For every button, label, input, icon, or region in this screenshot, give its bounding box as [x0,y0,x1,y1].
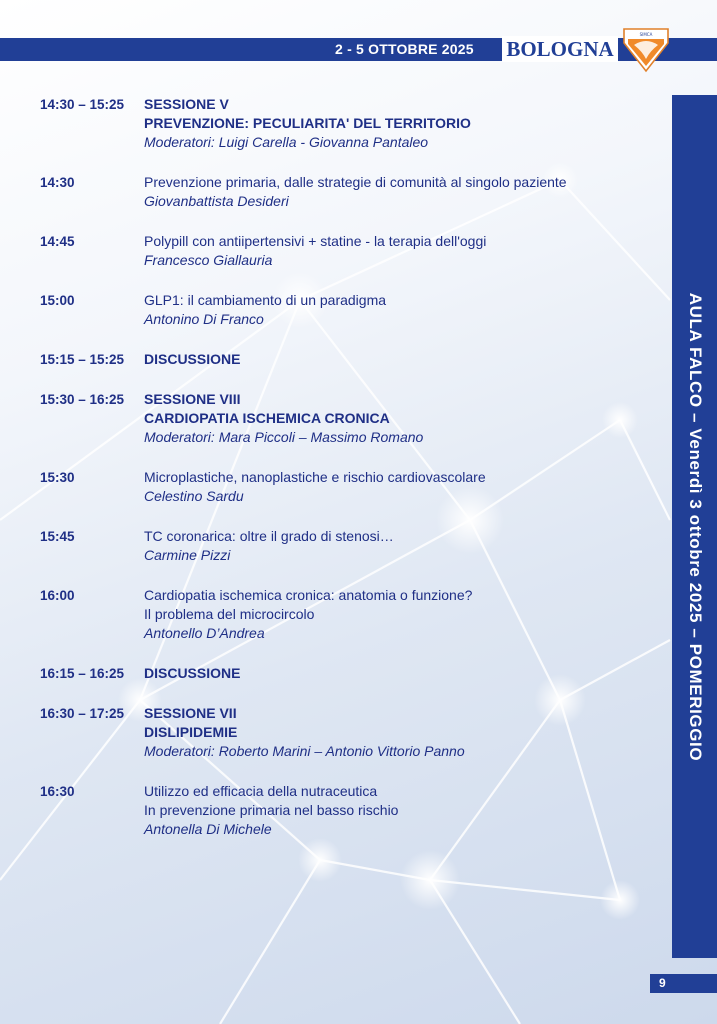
program-speaker: Francesco Giallauria [144,252,273,268]
program-title: Prevenzione primaria, dalle strategie di comunità al singolo paziente [144,174,567,190]
program-row [40,232,665,270]
session-subtitle: DISLIPIDEMIE [144,724,238,740]
program-title: DISCUSSIONE [144,351,241,367]
program-speaker: Giovanbattista Desideri [144,193,289,209]
program-time: 15:30 – 16:25 [40,392,125,407]
program-title: SESSIONE VII [144,705,237,721]
program-time: 14:30 [40,175,75,190]
program-speaker: Antonello D’Andrea [144,625,265,641]
program-row [40,782,665,839]
program-content [144,704,665,761]
program-row [40,586,665,643]
room-day-label: AULA FALCO – Venerdì 3 ottobre 2025 – POMERIGGIO [685,292,705,761]
page-number: 9 [650,974,717,993]
program-row [40,173,665,211]
program-time: 15:00 [40,293,75,308]
program-row [40,468,665,506]
program-time: 15:15 – 15:25 [40,352,125,367]
program-title-line2: In prevenzione primaria nel basso rischio [144,802,399,818]
program-time: 16:15 – 16:25 [40,666,125,681]
program-speaker: Celestino Sardu [144,488,244,504]
program-time: 15:30 [40,470,75,485]
program-row [40,291,665,329]
program-time: 16:30 [40,784,75,799]
program-title-line2: Il problema del microcircolo [144,606,315,622]
program-row [40,390,665,447]
program-title: GLP1: il cambiamento di un paradigma [144,292,387,308]
program-speaker: Carmine Pizzi [144,547,231,563]
program-row [40,350,665,369]
program-title: Polypill con antiipertensivi + statine - la terapia dell'oggi [144,233,487,249]
program-title: SESSIONE V [144,96,229,112]
program-content [144,291,665,329]
logo-text: SIMCA [639,32,653,37]
program-title: Cardiopatia ischemica cronica: anatomia o funzione? [144,587,473,603]
program-title: TC coronarica: oltre il grado di stenosi… [144,528,394,544]
program-content [144,782,665,839]
program-content [144,173,665,211]
program-content [144,95,665,152]
program-row [40,704,665,761]
program-time: 14:30 – 15:25 [40,97,125,112]
program-title: SESSIONE VIII [144,391,241,407]
program-time: 14:45 [40,234,75,249]
program-row [40,527,665,565]
event-dates: 2 - 5 OTTOBRE 2025 [335,41,474,57]
program-content [144,586,665,643]
society-logo-icon [622,27,670,73]
event-city: BOLOGNA [502,36,618,62]
program-title: Microplastiche, nanoplastiche e rischio cardiovascolare [144,469,486,485]
session-subtitle: PREVENZIONE: PECULIARITA' DEL TERRITORIO [144,115,471,131]
room-sidebar [672,95,717,958]
program-content [144,527,665,565]
program-title: DISCUSSIONE [144,665,241,681]
program-time: 16:30 – 17:25 [40,706,125,721]
program-list [40,95,665,860]
program-speaker: Moderatori: Roberto Marini – Antonio Vittorio Panno [144,743,465,759]
program-title: Utilizzo ed efficacia della nutraceutica [144,783,378,799]
program-content [144,350,665,369]
program-time: 16:00 [40,588,75,603]
program-time: 15:45 [40,529,75,544]
program-content [144,468,665,506]
session-subtitle: CARDIOPATIA ISCHEMICA CRONICA [144,410,390,426]
program-speaker: Moderatori: Luigi Carella - Giovanna Pantaleo [144,134,429,150]
program-content [144,664,665,683]
program-speaker: Antonella Di Michele [144,821,272,837]
program-content [144,232,665,270]
program-row [40,664,665,683]
program-content [144,390,665,447]
program-row [40,95,665,152]
program-speaker: Antonino Di Franco [144,311,264,327]
program-speaker: Moderatori: Mara Piccoli – Massimo Romano [144,429,424,445]
